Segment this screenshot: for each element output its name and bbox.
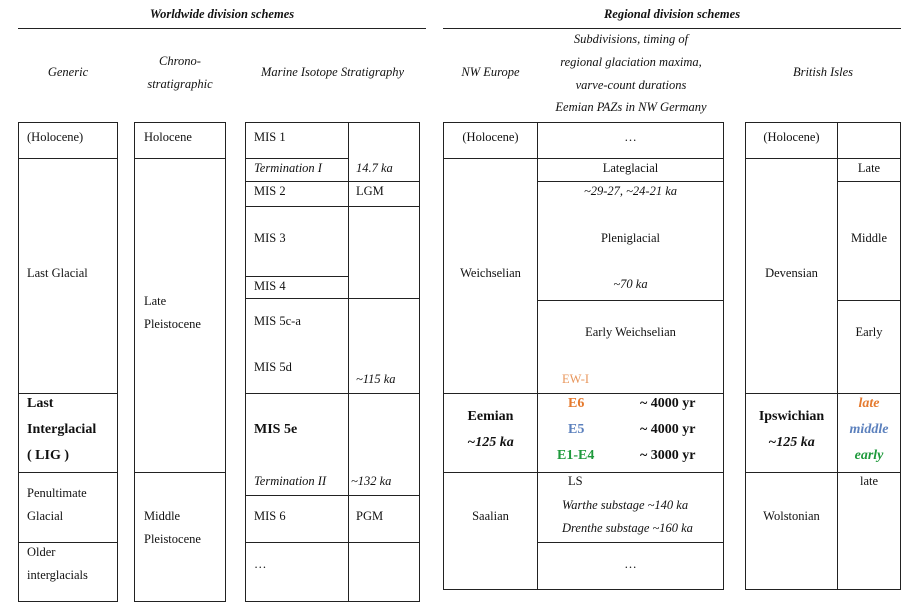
generic-lig-2: Interglacial (27, 422, 97, 437)
col-generic-header: Generic (47, 65, 89, 79)
sub-e1-e4-duration: ~ 3000 yr (640, 448, 696, 463)
generic-older-1: Older (27, 545, 56, 559)
sub-lgm-ages: ~29-27, ~24-21 ka (583, 184, 678, 198)
generic-column (18, 122, 118, 602)
sub-early-weichselian: Early Weichselian (585, 325, 676, 339)
british-wolstonian-late: late (859, 474, 879, 488)
sub-ls: LS (568, 474, 583, 488)
sub-age-70: ~70 ka (613, 277, 648, 291)
nwe-eemian: Eemian (467, 409, 514, 424)
british-early: Early (855, 325, 883, 339)
mis-ellipsis: … (254, 557, 267, 571)
col-sub-header-4: Eemian PAZs in NW Germany (555, 100, 707, 114)
col-nwe-header: NW Europe (461, 65, 520, 79)
sub-e5: E5 (568, 422, 585, 437)
british-ipswichian: Ipswichian (758, 409, 825, 424)
chrono-late-1: Late (144, 294, 167, 308)
mis-6: MIS 6 (254, 509, 286, 523)
british-lig-late: late (858, 396, 880, 411)
sub-ellipsis-top: … (624, 130, 637, 144)
mis-4: MIS 4 (254, 279, 286, 293)
nwe-eemian-age: ~125 ka (467, 435, 514, 450)
chrono-middle-2: Pleistocene (144, 532, 201, 546)
sub-drenthe: Drenthe substage ~160 ka (562, 521, 693, 535)
british-lig-early: early (854, 448, 884, 463)
col-chrono-header-2: stratigraphic (147, 77, 213, 91)
generic-penultimate-2: Glacial (27, 509, 64, 523)
british-lig-middle: middle (849, 422, 889, 437)
regional-title: Regional division schemes (603, 7, 741, 21)
sub-e6-duration: ~ 4000 yr (640, 396, 696, 411)
mis-termination-1: Termination I (254, 161, 322, 175)
col-chrono-header-1: Chrono- (159, 54, 201, 68)
sub-e5-duration: ~ 4000 yr (640, 422, 696, 437)
sub-lateglacial: Lateglacial (602, 161, 659, 175)
british-wolstonian: Wolstonian (763, 509, 820, 523)
mis-termination-1-age: 14.7 ka (356, 161, 393, 175)
sub-ew1: EW-I (562, 372, 590, 386)
sub-ellipsis-bottom: … (624, 557, 637, 571)
col-sub-header-3: varve-count durations (575, 78, 687, 92)
sub-warthe: Warthe substage ~140 ka (562, 498, 689, 512)
mis-5ca: MIS 5c-a (254, 314, 301, 328)
col-sub-header-1: Subdivisions, timing of (573, 32, 689, 46)
mis-termination-2-age: ~132 ka (351, 474, 392, 488)
british-late: Late (857, 161, 881, 175)
generic-lig-3: ( LIG ) (27, 448, 69, 463)
col-sub-header-2: regional glaciation maxima, (560, 55, 702, 69)
mis-lgm: LGM (356, 184, 384, 198)
chrono-holocene: Holocene (144, 130, 192, 144)
sub-pleniglacial: Pleniglacial (600, 231, 660, 245)
mis-1: MIS 1 (254, 130, 286, 144)
sub-e1-e4: E1-E4 (557, 448, 595, 463)
british-middle: Middle (850, 231, 888, 245)
chrono-column (134, 122, 226, 602)
british-holocene: (Holocene) (763, 130, 820, 144)
generic-penultimate-1: Penultimate (27, 486, 87, 500)
nwe-holocene: (Holocene) (462, 130, 519, 144)
chrono-middle-1: Middle (144, 509, 181, 523)
col-mis-header: Marine Isotope Stratigraphy (260, 65, 405, 79)
nwe-saalian: Saalian (472, 509, 509, 523)
mis-5d: MIS 5d (254, 360, 292, 374)
sub-e6: E6 (568, 396, 585, 411)
col-british-header: British Isles (792, 65, 854, 79)
generic-lig-1: Last (27, 396, 54, 411)
worldwide-header-rule (18, 28, 426, 29)
mis-termination-2: Termination II (254, 474, 327, 488)
generic-older-2: interglacials (27, 568, 88, 582)
mis-2: MIS 2 (254, 184, 286, 198)
worldwide-title: Worldwide division schemes (149, 7, 295, 21)
mis-5e: MIS 5e (254, 422, 298, 437)
mis-3: MIS 3 (254, 231, 286, 245)
regional-header-rule (443, 28, 901, 29)
generic-holocene: (Holocene) (27, 130, 84, 144)
british-ipswichian-age: ~125 ka (768, 435, 815, 450)
chrono-late-2: Pleistocene (144, 317, 201, 331)
nwe-weichselian: Weichselian (460, 266, 521, 280)
british-devensian: Devensian (765, 266, 818, 280)
generic-last-glacial: Last Glacial (27, 266, 88, 280)
mis-pgm: PGM (356, 509, 384, 523)
mis-age-115: ~115 ka (356, 372, 396, 386)
